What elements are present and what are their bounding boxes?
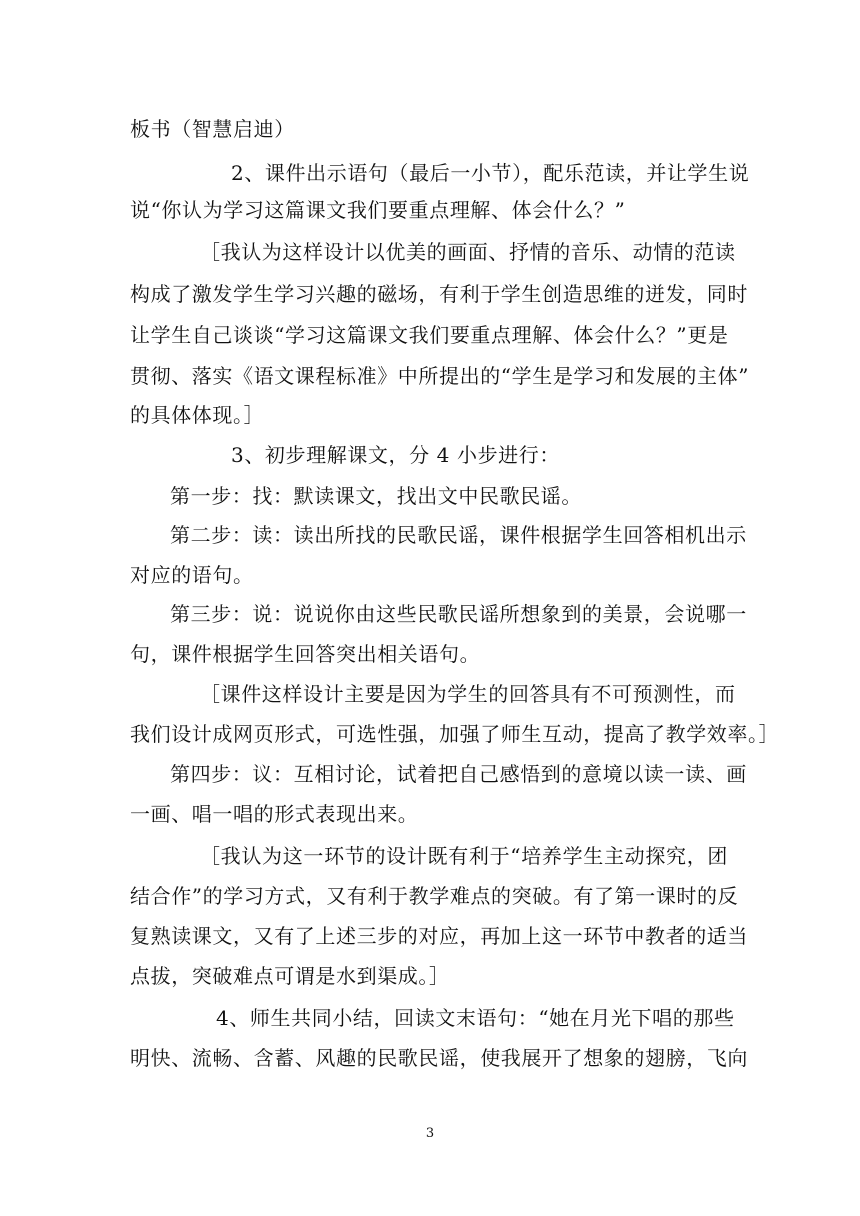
- text-line: 第一步：找：默读课文，找出文中民歌民谣。: [170, 484, 582, 508]
- text-line: 构成了激发学生学习兴趣的磁场，有利于学生创造思维的迸发，同时: [130, 282, 748, 306]
- text-line: 让学生自己谈谈“学习这篇课文我们要重点理解、体会什么？”更是: [130, 323, 729, 347]
- text-line: 第四步：议：互相讨论，试着把自己感悟到的意境以读一读、画: [170, 762, 747, 786]
- text-line: 贯彻、落实《语文课程标准》中所提出的“学生是学习和发展的主体”: [130, 364, 750, 388]
- text-line: 结合作”的学习方式，又有利于教学难点的突破。有了第一课时的反: [130, 884, 739, 908]
- text-line: 的具体体现。］: [130, 403, 265, 427]
- text-line: 点拔，突破难点可谓是水到渠成。］: [130, 964, 450, 988]
- text-line: 明快、流畅、含蓄、风趣的民歌民谣，使我展开了想象的翅膀，飞向: [130, 1046, 748, 1070]
- text-line: 第三步：说：说说你由这些民歌民谣所想象到的美景，会说哪一: [170, 602, 747, 626]
- text-line: 句，课件根据学生回答突出相关语句。: [130, 642, 481, 666]
- text-line: 一画、唱一唱的形式表现出来。: [130, 802, 419, 826]
- text-line: 复熟读课文，又有了上述三步的对应，再加上这一环节中教者的适当: [130, 924, 748, 948]
- text-line: 对应的语句。: [130, 563, 254, 587]
- text-line: ［我认为这一环节的设计既有利于“培养学生主动探究，团: [200, 844, 728, 868]
- page-number: 3: [425, 1126, 435, 1141]
- text-line: ［我认为这样设计以优美的画面、抒情的音乐、动情的范读: [200, 240, 736, 264]
- text-line: 3、初步理解课文，分 4 小步进行：: [231, 443, 560, 467]
- text-line: 4、师生共同小结，回读文末语句：“她在月光下唱的那些: [216, 1006, 735, 1030]
- text-line: 板书（智慧启迪）: [130, 117, 295, 141]
- text-line: 第二步：读：读出所找的民歌民谣，课件根据学生回答相机出示: [170, 523, 747, 547]
- text-line: 我们设计成网页形式，可选性强，加强了师生互动，提高了教学效率。］: [130, 722, 780, 746]
- text-line: 2、课件出示语句（最后一小节），配乐范读，并让学生说: [231, 161, 750, 185]
- text-line: 说“你认为学习这篇课文我们要重点理解、体会什么？”: [130, 198, 626, 222]
- text-line: ［课件这样设计主要是因为学生的回答具有不可预测性，而: [200, 682, 736, 706]
